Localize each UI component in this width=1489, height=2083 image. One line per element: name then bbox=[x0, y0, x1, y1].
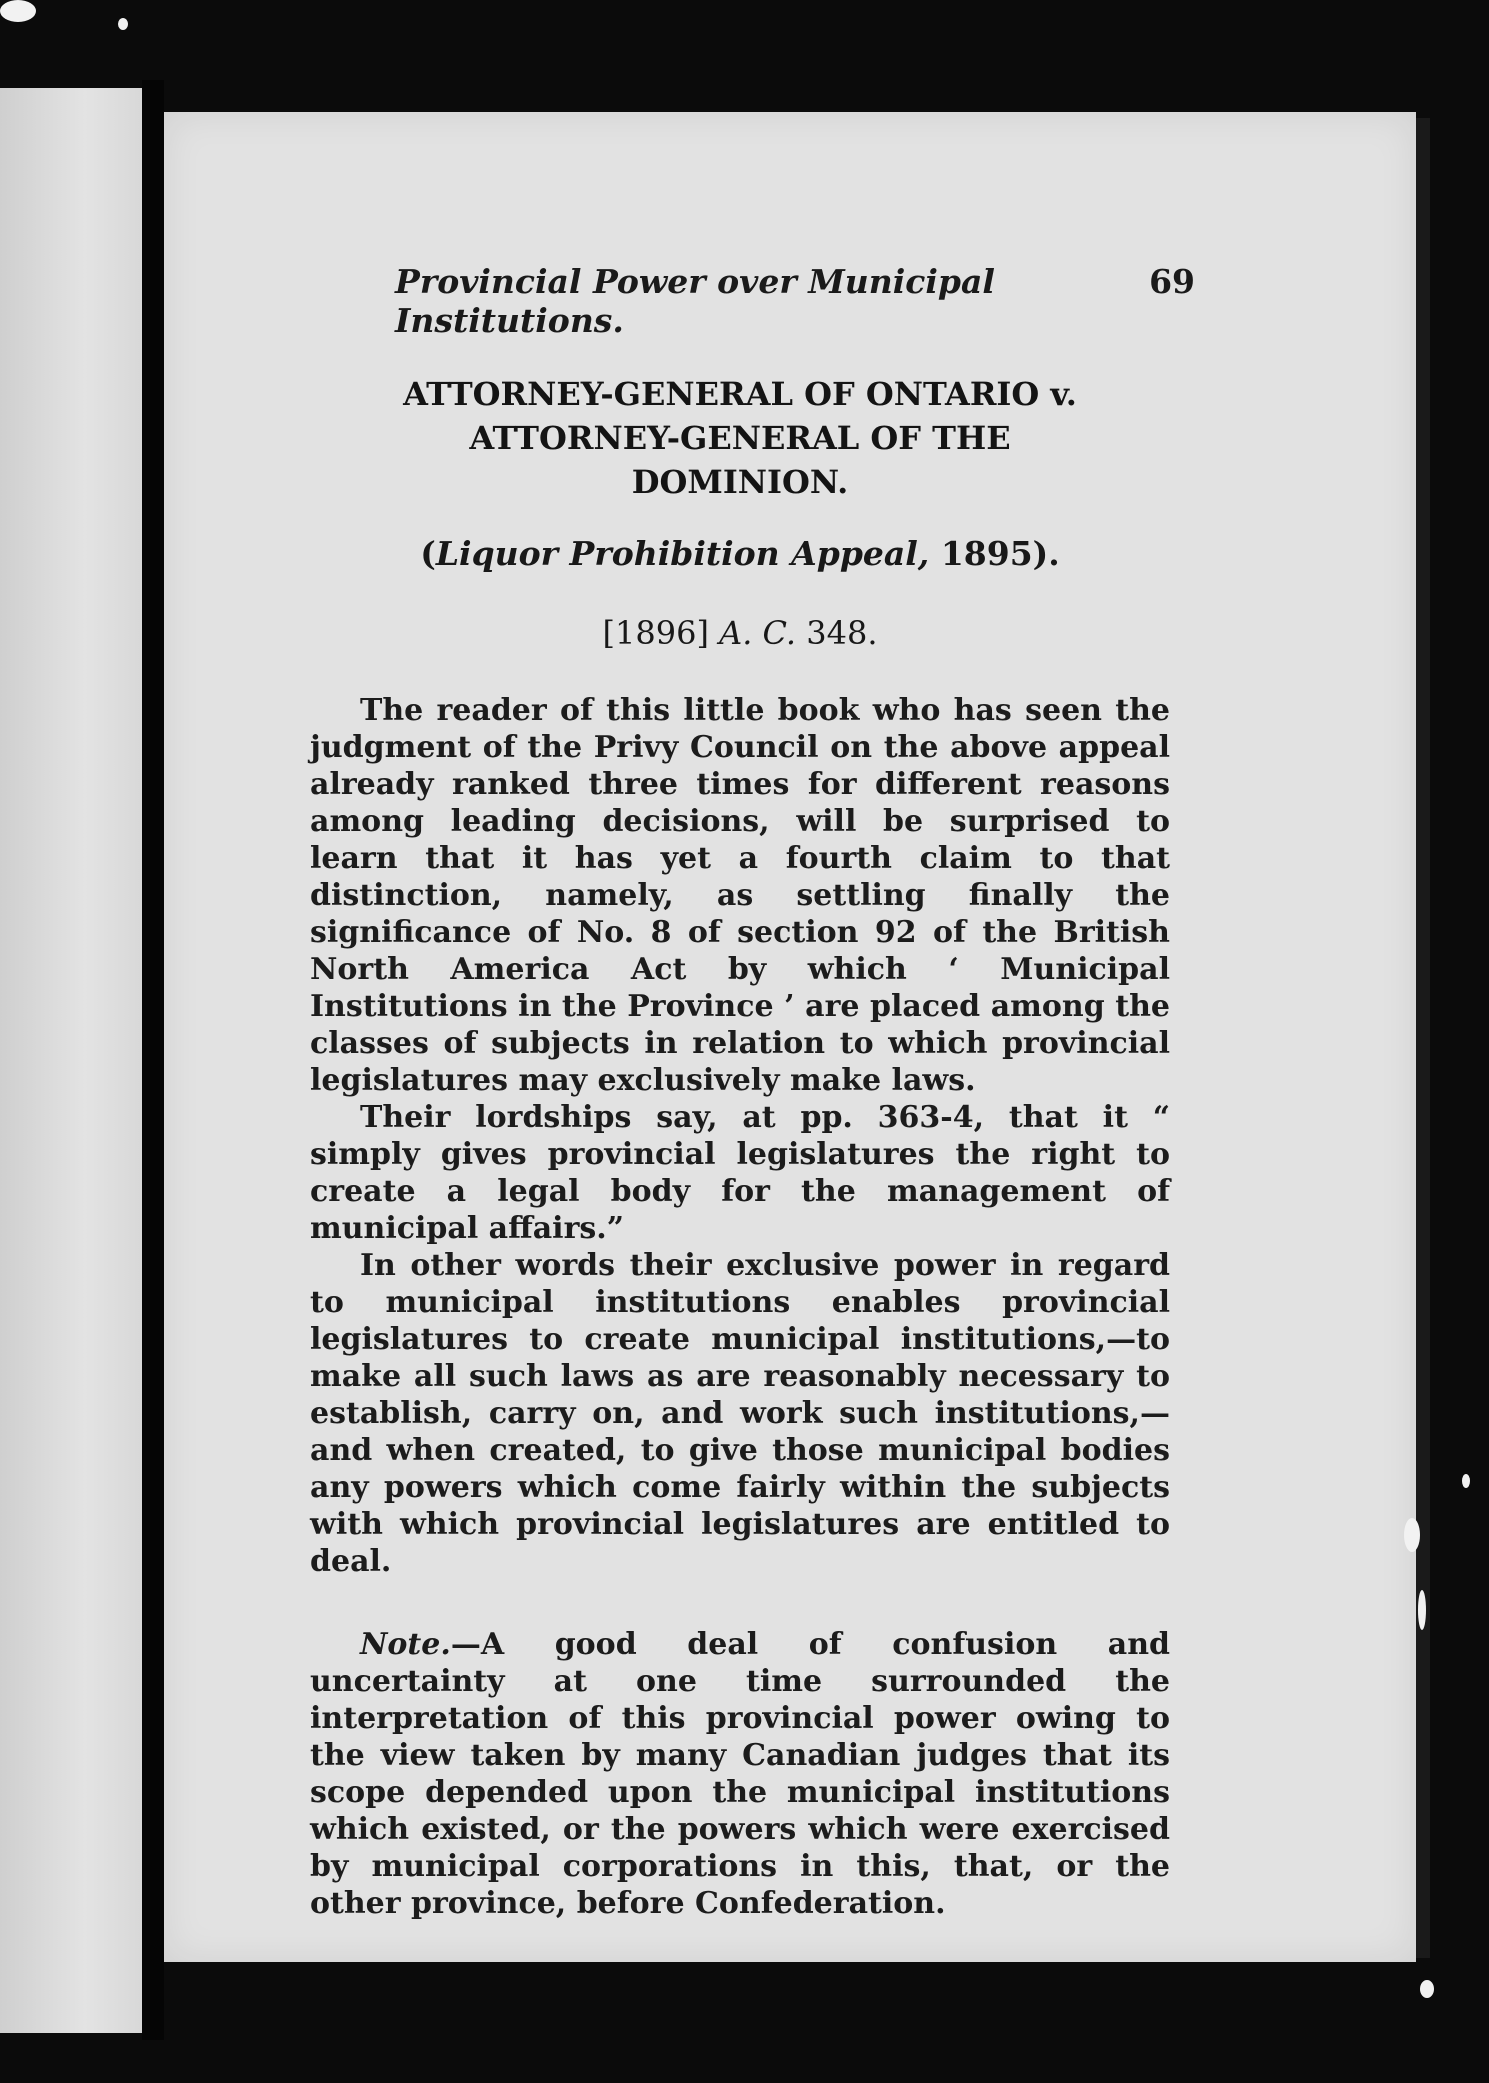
running-header bbox=[395, 262, 1195, 340]
case-title-line: ATTORNEY-GENERAL OF THE bbox=[469, 419, 1011, 457]
scan-speck bbox=[118, 18, 128, 30]
scan-speck bbox=[1462, 1474, 1470, 1488]
paragraph: The reader of this little book who has seen the judgment of the Privy Council on the above appeal already ranked three times for different reasons among leading decisions, will be surprised to learn that it has yet a fourth claim to that distinction, namely, as settling finally the significance of No. 8 of section 92 of the British North America Act by which ‘ Municipal Institutions in the Province ’ are placed among the classes of subjects in relation to which provincial legislatures may exclusively make laws. bbox=[310, 693, 1170, 1098]
note-text: —A good deal of confusion and uncertainty at one time surrounded the interpretation of this provincial power owing to the view taken by many Canadian judges that its scope depended upon the municipal institutions which existed, or the powers which were exercised by municipal corporations in this, that, or the other province, before Confederation. bbox=[310, 1627, 1170, 1921]
facing-page-edge bbox=[0, 88, 142, 2033]
paragraph: Their lordships say, at pp. 363-4, that it “ simply gives provincial legislatures the right to create a legal body for the management of municipal affairs.” bbox=[310, 1100, 1170, 1246]
book-gutter bbox=[142, 80, 164, 2040]
case-subtitle: (Liquor Prohibition Appeal, 1895). bbox=[420, 534, 1060, 573]
case-title bbox=[330, 372, 1150, 504]
paragraph: In other words their exclusive power in regard to municipal institutions enables provincial legislatures to create municipal institutions,—to make all such laws as are reasonably necessary to establish, carry on, and work such institutions,—and when created, to give those municipal bodies any powers which come fairly within the subjects with which provincial legislatures are entitled to deal. bbox=[310, 1248, 1170, 1579]
scan-speck bbox=[0, 0, 36, 22]
case-title-line: DOMINION. bbox=[631, 463, 849, 501]
page-shadow-edge bbox=[1416, 118, 1430, 1958]
scan-speck bbox=[1404, 1518, 1420, 1552]
citation-year: [1896] bbox=[602, 614, 709, 652]
scan-speck bbox=[1420, 1980, 1434, 1998]
body-text bbox=[310, 692, 1170, 1922]
citation-page: 348. bbox=[806, 614, 878, 652]
case-subtitle-year: 1895 bbox=[940, 534, 1033, 573]
running-title: Provincial Power over Municipal Institutions. bbox=[395, 262, 995, 340]
page-number: 69 bbox=[1149, 262, 1195, 301]
case-title-line: ATTORNEY-GENERAL OF ONTARIO v. bbox=[403, 375, 1077, 413]
citation-report: A. C. bbox=[719, 614, 797, 652]
note-label: Note. bbox=[360, 1627, 451, 1662]
case-citation bbox=[330, 614, 1150, 652]
case-subtitle-name: Liquor Prohibition Appeal, bbox=[435, 534, 930, 573]
note-paragraph bbox=[310, 1626, 1170, 1922]
scan-speck bbox=[1418, 1590, 1426, 1630]
